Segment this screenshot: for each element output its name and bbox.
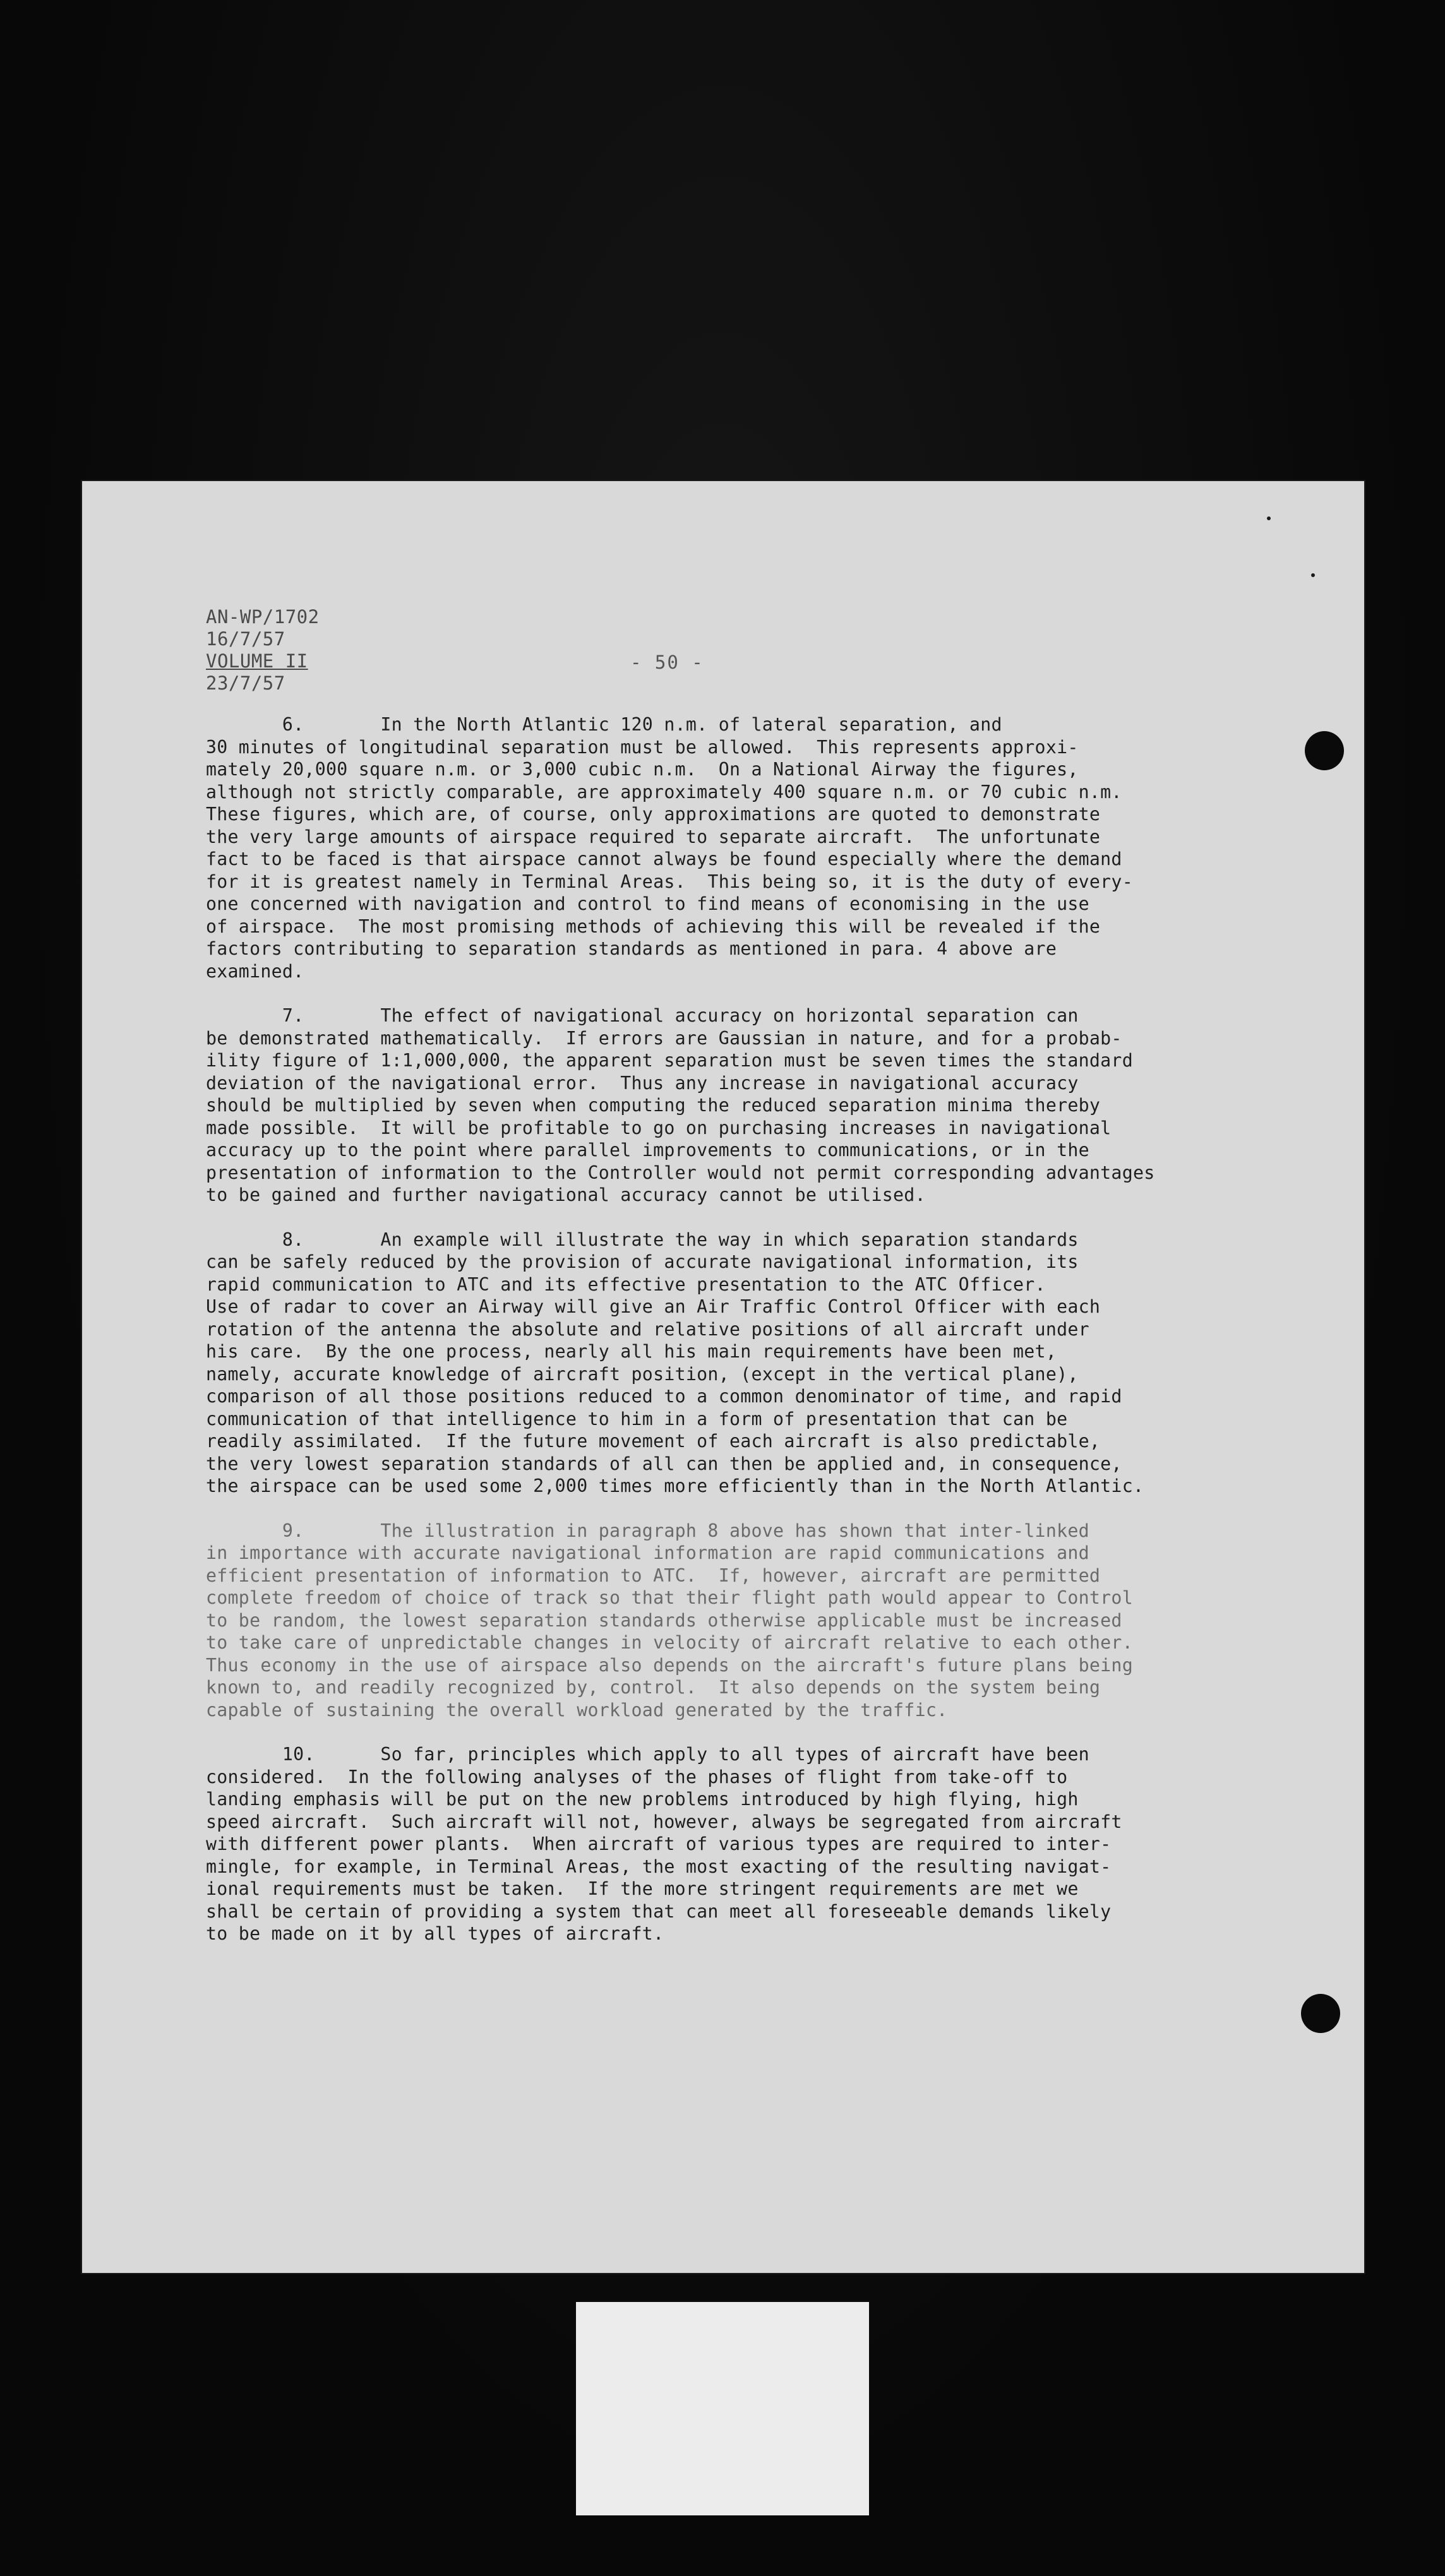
text-line: the airspace can be used some 2,000 times more efficiently than in the North Atlantic. xyxy=(206,1476,1144,1496)
punch-hole xyxy=(1301,1994,1340,2033)
text-line: deviation of the navigational error. Thus any increase in navigational accuracy xyxy=(206,1072,1079,1094)
text-line: his care. By the one process, nearly all his main requirements have been met, xyxy=(206,1341,1057,1362)
body-text xyxy=(206,713,1191,1967)
punch-hole xyxy=(1305,731,1344,770)
text-line: presentation of information to the Controller would not permit corresponding advantages xyxy=(206,1162,1155,1183)
text-line: ility figure of 1:1,000,000, the apparent separation must be seven times the standard xyxy=(206,1050,1133,1071)
text-line: mingle, for example, in Terminal Areas, the most exacting of the resulting navigat- xyxy=(206,1856,1112,1877)
text-line: mately 20,000 square n.m. or 3,000 cubic n.m. On a National Airway the figures, xyxy=(206,759,1079,780)
text-line: although not strictly comparable, are approximately 400 square n.m. or 70 cubic n.m. xyxy=(206,781,1122,802)
text-line: factors contributing to separation standards as mentioned in para. 4 above are xyxy=(206,938,1057,959)
text-line: accuracy up to the point where parallel improvements to communications, or in the xyxy=(206,1140,1089,1160)
text-line: the very large amounts of airspace required to separate aircraft. The unfortunate xyxy=(206,826,1101,847)
text-line: with different power plants. When aircraft of various types are required to inter- xyxy=(206,1834,1112,1854)
text-line: can be safely reduced by the provision of accurate navigational information, its xyxy=(206,1251,1079,1272)
paragraph-9 xyxy=(206,1520,1191,1722)
text-line: to be random, the lowest separation standards otherwise applicable must be increased xyxy=(206,1609,1122,1631)
paragraph-6 xyxy=(206,713,1191,982)
document-date: 16/7/57 xyxy=(206,628,285,650)
text-line: one concerned with navigation and control to find means of economising in the use xyxy=(206,893,1089,914)
text-line: of airspace. The most promising methods of achieving this will be revealed if the xyxy=(206,915,1101,937)
text-line: speed aircraft. Such aircraft will not, however, always be segregated from aircraft xyxy=(206,1811,1122,1832)
document-revision-date: 23/7/57 xyxy=(206,672,285,694)
document-volume: VOLUME II xyxy=(206,650,308,672)
text-line: namely, accurate knowledge of aircraft position, (except in the vertical plane), xyxy=(206,1363,1079,1385)
text-line: should be multiplied by seven when computing the reduced separation minima thereby xyxy=(206,1095,1101,1116)
text-line: rapid communication to ATC and its effective presentation to the ATC Officer. xyxy=(206,1273,1046,1295)
text-line: shall be certain of providing a system that can meet all foreseeable demands likely xyxy=(206,1900,1112,1922)
text-line: examined. xyxy=(206,960,304,982)
paragraph-10 xyxy=(206,1743,1191,1945)
text-line: 9. The illustration in paragraph 8 above has shown that inter-linked xyxy=(206,1520,1089,1541)
paragraph-7 xyxy=(206,1005,1191,1207)
text-line: Thus economy in the use of airspace also depends on the aircraft's future plans being xyxy=(206,1654,1133,1676)
text-line: the very lowest separation standards of all can then be applied and, in consequence, xyxy=(206,1453,1122,1474)
text-line: landing emphasis will be put on the new problems introduced by high flying, high xyxy=(206,1789,1079,1810)
film-marker-slip xyxy=(576,2302,869,2515)
text-line: made possible. It will be profitable to go on purchasing increases in navigational xyxy=(206,1117,1112,1138)
text-line: fact to be faced is that airspace cannot always be found especially where the demand xyxy=(206,849,1122,869)
text-line: 10. So far, principles which apply to all types of aircraft have been xyxy=(206,1744,1089,1765)
text-line: for it is greatest namely in Terminal Areas. This being so, it is the duty of every- xyxy=(206,871,1133,892)
document-reference: AN-WP/1702 xyxy=(206,606,320,628)
text-line: in importance with accurate navigational information are rapid communications and xyxy=(206,1542,1089,1563)
text-line: to be gained and further navigational accuracy cannot be utilised. xyxy=(206,1184,926,1205)
text-line: considered. In the following analyses of the phases of flight from take-off to xyxy=(206,1766,1068,1787)
paragraph-8 xyxy=(206,1229,1191,1498)
scan-speck xyxy=(1267,516,1271,520)
text-line: comparison of all those positions reduced to a common denominator of time, and rapid xyxy=(206,1386,1122,1407)
text-line: efficient presentation of information to ATC. If, however, aircraft are permitted xyxy=(206,1565,1101,1586)
text-line: known to, and readily recognized by, control. It also depends on the system being xyxy=(206,1677,1101,1698)
text-line: be demonstrated mathematically. If errors are Gaussian in nature, and for a probab- xyxy=(206,1027,1122,1049)
text-line: communication of that intelligence to him in a form of presentation that can be xyxy=(206,1408,1068,1429)
text-line: These figures, which are, of course, only approximations are quoted to demonstrate xyxy=(206,804,1101,825)
text-line: 30 minutes of longitudinal separation must be allowed. This represents approxi- xyxy=(206,736,1079,758)
document-header xyxy=(206,606,320,695)
text-line: ional requirements must be taken. If the more stringent requirements are met we xyxy=(206,1878,1079,1899)
text-line: 8. An example will illustrate the way in which separation standards xyxy=(206,1229,1079,1250)
text-line: rotation of the antenna the absolute and relative positions of all aircraft under xyxy=(206,1318,1089,1340)
text-line: Use of radar to cover an Airway will give an Air Traffic Control Officer with each xyxy=(206,1296,1101,1317)
text-line: capable of sustaining the overall workload generated by the traffic. xyxy=(206,1699,948,1720)
text-line: to take care of unpredictable changes in velocity of aircraft relative to each other. xyxy=(206,1632,1133,1653)
text-line: 7. The effect of navigational accuracy on horizontal separation can xyxy=(206,1005,1079,1026)
document-page xyxy=(82,481,1364,2273)
text-line: complete freedom of choice of track so that their flight path would appear to Control xyxy=(206,1587,1133,1608)
text-line: to be made on it by all types of aircraft. xyxy=(206,1923,664,1944)
page-number: - 50 - xyxy=(630,652,704,673)
scan-speck xyxy=(1311,573,1315,577)
text-line: 6. In the North Atlantic 120 n.m. of lateral separation, and xyxy=(206,714,1002,735)
text-line: readily assimilated. If the future movement of each aircraft is also predictable, xyxy=(206,1431,1101,1452)
